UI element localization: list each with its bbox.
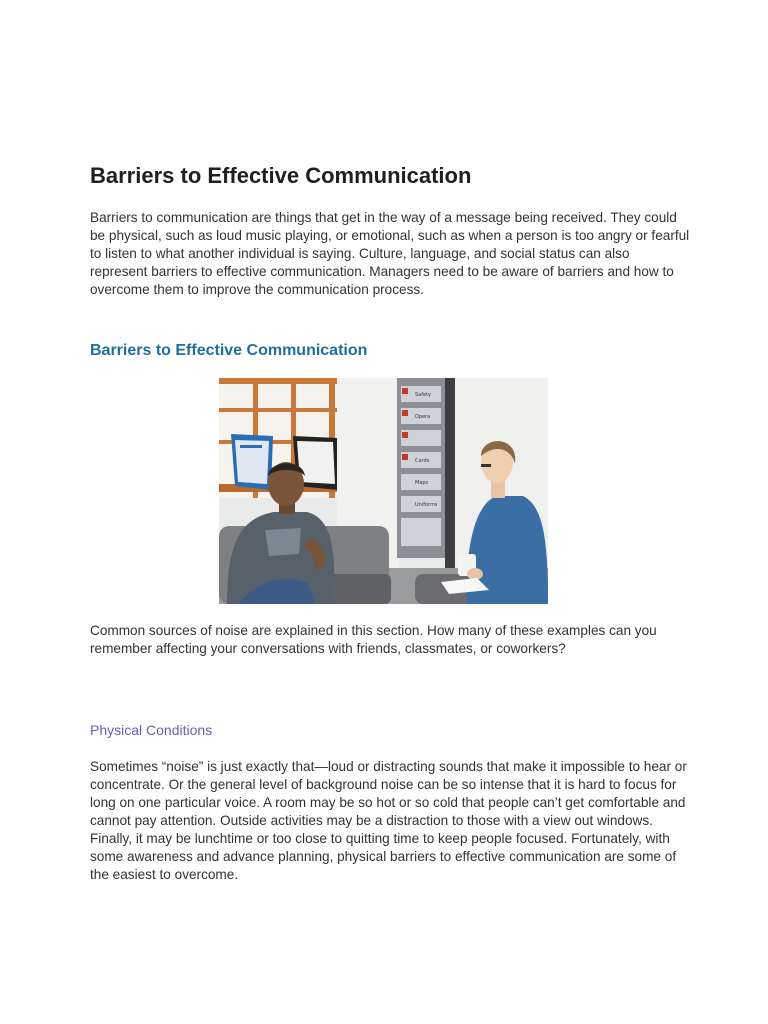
- section-heading: Barriers to Effective Communication: [90, 342, 368, 359]
- rack-label-5: Uniforms: [415, 502, 438, 508]
- physical-conditions-paragraph: Sometimes “noise” is just exactly that—loud or distracting sounds that make it impossible to hear or concentrate. Or the general level of background noise can be so intense that it is hard to focus for long on one particular voice. A room may be so hot or so cold that people can’t get comfortable and cannot pay attention. Outside activities may be a distraction to those with a view out windows. Finally, it may be lunchtime or too close to quitting time to keep people focused. Fortunately, with some awareness and advance planning, physical barriers to effective communication are some of the easiest to overcome.: [90, 759, 687, 882]
- page-title: Barriers to Effective Communication: [90, 163, 472, 188]
- conversation-illustration: [219, 378, 548, 604]
- intro-paragraph: Barriers to communication are things that get in the way of a message being received. They could be physical, such as loud music playing, or emotional, such as when a person is too angry or fearful to listen to what another individual is saying. Culture, language, and social status can also represent barriers to effective communication. Managers need to be aware of barriers and how to overcome them to improve the communication process.: [90, 210, 690, 297]
- rack-label-4: Maps: [415, 480, 429, 486]
- subheading-physical-conditions: Physical Conditions: [90, 722, 213, 738]
- rack-label-2: Opera: [415, 414, 431, 420]
- rack-label-1: Safety: [415, 392, 431, 398]
- rack-label-3: Cards: [415, 458, 430, 464]
- noise-intro-paragraph: Common sources of noise are explained in this section. How many of these examples can you remember affecting your conversations with friends, classmates, or coworkers?: [90, 623, 657, 656]
- conversation-photo: [219, 378, 548, 604]
